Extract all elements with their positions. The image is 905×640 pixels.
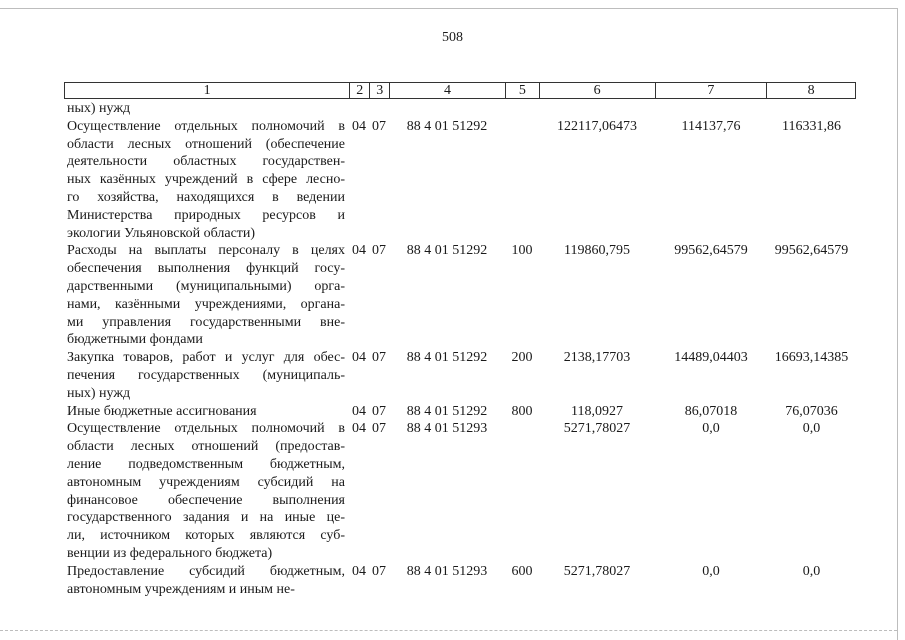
amount-col-7: 0,0 — [702, 563, 720, 579]
target-article-code: 88 4 01 51293 — [406, 563, 488, 579]
header-col-8: 8 — [766, 83, 855, 98]
header-col-3: 3 — [369, 83, 389, 98]
row-description — [64, 403, 349, 421]
expense-type-code: 200 — [511, 350, 533, 366]
table-row — [64, 242, 856, 349]
table-row — [64, 420, 856, 562]
header-col-5: 5 — [505, 83, 539, 98]
amount-col-6: 118,0927 — [571, 403, 623, 419]
target-article-code: 88 4 01 51292 — [406, 350, 488, 366]
description-line: венции из федерального бюджета) — [67, 545, 273, 561]
description-line: экологии Ульяновской области) — [67, 225, 256, 241]
amount-col-6: 5271,78027 — [563, 563, 631, 579]
page-frame-top — [0, 8, 898, 9]
expense-type-code — [505, 420, 539, 562]
target-article-code: 88 4 01 51293 — [406, 421, 488, 437]
amount-col-6: 5271,78027 — [563, 421, 631, 437]
description-line: печения государственных (муниципаль- — [67, 367, 345, 383]
amount-col-8: 76,07036 — [785, 403, 838, 419]
budget-table — [64, 82, 856, 598]
header-col-7: 7 — [655, 83, 767, 98]
header-col-4: 4 — [389, 83, 505, 98]
section-code: 04 — [352, 403, 366, 419]
description-line: Иные бюджетные ассигнования — [67, 403, 257, 419]
table-header-row — [64, 82, 856, 99]
description-line: деятельности областных государствен- — [67, 154, 345, 170]
amount-col-8: 0,0 — [802, 563, 821, 579]
description-line: нами, казёнными учреждениями, органа- — [67, 296, 345, 312]
description-line: Осуществление отдельных полномочий в — [67, 421, 345, 437]
table-row — [64, 118, 856, 243]
expense-type-code — [505, 100, 539, 118]
header-col-1: 1 — [203, 83, 211, 98]
section-code: 04 — [352, 118, 366, 134]
subsection-code: 07 — [372, 350, 386, 366]
amount-col-8: 99562,64579 — [774, 243, 849, 259]
target-article-code — [389, 100, 505, 118]
description-line: автономным учреждениям субсидий на — [67, 474, 345, 490]
amount-col-6: 119860,795 — [564, 243, 630, 259]
header-col-2: 2 — [349, 83, 369, 98]
amount-col-8: 0,0 — [802, 421, 821, 437]
subsection-code: 07 — [372, 421, 386, 437]
amount-col-7: 99562,64579 — [674, 243, 748, 259]
section-code: 04 — [352, 563, 366, 579]
description-line: государственного задания и на иные це- — [67, 510, 345, 526]
row-description — [64, 242, 349, 349]
row-description — [64, 349, 349, 402]
amount-col-7 — [655, 100, 767, 118]
description-line: ми управления государственными вне- — [67, 314, 345, 330]
table-body — [64, 100, 856, 598]
expense-type-code: 100 — [511, 243, 533, 259]
amount-col-8: 116331,86 — [782, 118, 841, 134]
amount-col-8 — [767, 100, 856, 118]
expense-type-code: 600 — [511, 563, 533, 579]
row-description — [64, 118, 349, 243]
target-article-code: 88 4 01 51292 — [406, 118, 488, 134]
subsection-code: 07 — [372, 118, 386, 134]
page-frame-right — [897, 8, 898, 640]
target-article-code: 88 4 01 51292 — [406, 403, 488, 419]
section-code: 04 — [352, 421, 366, 437]
row-description — [64, 100, 349, 118]
expense-type-code: 800 — [511, 403, 533, 419]
section-code — [349, 100, 369, 118]
description-line: области лесных отношений (обеспечение — [67, 136, 345, 152]
subsection-code: 07 — [372, 563, 386, 579]
section-code: 04 — [352, 350, 366, 366]
amount-col-8: 16693,14385 — [774, 350, 849, 366]
expense-type-code — [505, 118, 539, 243]
amount-col-6: 122117,06473 — [557, 118, 637, 134]
subsection-code — [369, 100, 389, 118]
page-number: 508 — [442, 30, 463, 45]
header-col-6: 6 — [539, 83, 655, 98]
subsection-code: 07 — [372, 403, 386, 419]
description-line: ных) нужд — [67, 385, 131, 401]
section-code: 04 — [352, 243, 366, 259]
amount-col-7: 86,07018 — [684, 403, 738, 419]
description-line: области лесных отношений (предостав- — [67, 439, 345, 455]
description-line: Осуществление отдельных полномочий в — [67, 118, 345, 134]
table-row — [64, 403, 856, 421]
description-line: Министерства природных ресурсов и — [67, 207, 345, 223]
description-line: обеспечения выполнения функций госу- — [67, 261, 345, 277]
table-row — [64, 563, 856, 599]
description-line: дарственными (муниципальными) орга- — [67, 278, 345, 294]
description-line: ных) нужд — [67, 101, 131, 116]
row-description — [64, 420, 349, 562]
description-line: го хозяйства, находящихся в ведении — [67, 189, 345, 205]
description-line: ных казённых учреждений в сфере лесно- — [67, 172, 345, 188]
row-description — [64, 563, 349, 599]
description-line: Расходы на выплаты персоналу в целях — [67, 243, 345, 259]
description-line: бюджетными фондами — [67, 332, 203, 348]
description-line: Закупка товаров, работ и услуг для обес- — [67, 350, 345, 366]
amount-col-6 — [539, 100, 655, 118]
description-line: финансовое обеспечение выполнения — [67, 492, 345, 508]
description-line: Предоставление субсидий бюджетным, — [67, 563, 345, 579]
amount-col-7: 0,0 — [702, 421, 720, 437]
amount-col-6: 2138,17703 — [563, 350, 631, 366]
table-row — [64, 349, 856, 402]
description-line: ление подведомственным бюджетным, — [67, 456, 345, 472]
page-frame-bottom — [0, 630, 897, 631]
amount-col-7: 114137,76 — [681, 118, 741, 134]
table-row — [64, 100, 856, 118]
description-line: ли, источником которых являются суб- — [67, 528, 345, 544]
subsection-code: 07 — [372, 243, 386, 259]
target-article-code: 88 4 01 51292 — [406, 243, 488, 259]
amount-col-7: 14489,04403 — [674, 350, 748, 366]
description-line: автономным учреждениям и иным не- — [67, 581, 295, 597]
